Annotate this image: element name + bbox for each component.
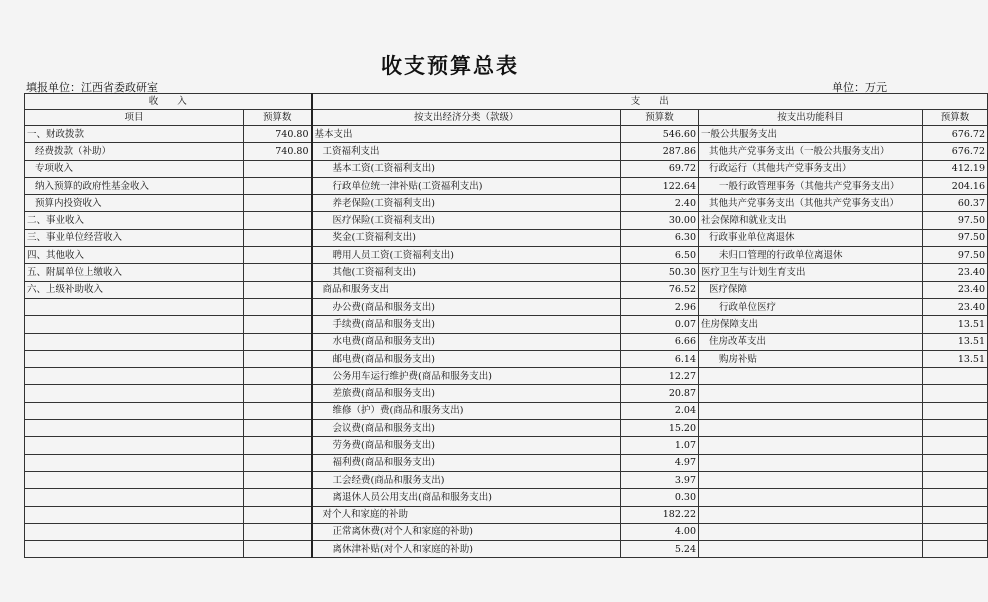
table-row [25, 212, 988, 229]
economic-class-cell: 公务用车运行维护费(商品和服务支出) [312, 368, 621, 385]
function-budget-cell: 412.19 [923, 160, 988, 177]
function-budget-cell [923, 506, 988, 523]
function-class-cell: 行政事业单位离退休 [699, 229, 923, 246]
economic-class-cell: 聘用人员工资(工资福利支出) [312, 247, 621, 264]
table-row [25, 333, 988, 350]
income-budget-cell [244, 298, 312, 315]
function-class-cell [699, 489, 923, 506]
function-budget-cell: 13.51 [923, 350, 988, 367]
income-item-cell [25, 541, 244, 558]
economic-class-cell: 基本支出 [312, 126, 621, 143]
function-class-cell: 行政单位医疗 [699, 298, 923, 315]
income-budget-cell [244, 471, 312, 488]
table-row [25, 247, 988, 264]
income-budget-cell [244, 160, 312, 177]
economic-class-cell: 商品和服务支出 [312, 281, 621, 298]
income-item-cell: 五、附属单位上缴收入 [25, 264, 244, 281]
function-budget-cell [923, 471, 988, 488]
function-class-cell: 社会保障和就业支出 [699, 212, 923, 229]
economic-class-cell: 离休津补贴(对个人和家庭的补助) [312, 541, 621, 558]
income-budget-cell [244, 195, 312, 212]
table-row [25, 489, 988, 506]
economic-budget-cell: 69.72 [621, 160, 699, 177]
function-budget-cell [923, 489, 988, 506]
income-item-cell [25, 298, 244, 315]
income-budget-cell [244, 316, 312, 333]
income-budget-cell [244, 229, 312, 246]
income-item-cell: 纳入预算的政府性基金收入 [25, 177, 244, 194]
economic-class-cell: 行政单位统一津补贴(工资福利支出) [312, 177, 621, 194]
income-item-cell [25, 368, 244, 385]
economic-class-cell: 水电费(商品和服务支出) [312, 333, 621, 350]
function-class-cell: 购房补贴 [699, 350, 923, 367]
economic-budget-cell: 182.22 [621, 506, 699, 523]
income-item-cell [25, 506, 244, 523]
function-class-cell [699, 402, 923, 419]
economic-class-cell: 对个人和家庭的补助 [312, 506, 621, 523]
income-item-cell: 三、事业单位经营收入 [25, 229, 244, 246]
function-budget-cell [923, 402, 988, 419]
economic-class-cell: 正常离休费(对个人和家庭的补助) [312, 523, 621, 540]
income-item-cell: 一、财政拨款 [25, 126, 244, 143]
function-class-cell [699, 385, 923, 402]
economic-class-cell: 工会经费(商品和服务支出) [312, 471, 621, 488]
economic-class-cell: 医疗保险(工资福利支出) [312, 212, 621, 229]
income-section-header: 收 入 [25, 94, 312, 110]
col-header-budget-economic: 预算数 [621, 110, 699, 126]
economic-budget-cell: 30.00 [621, 212, 699, 229]
economic-budget-cell: 4.00 [621, 523, 699, 540]
function-budget-cell [923, 368, 988, 385]
function-class-cell: 行政运行（其他共产党事务支出） [699, 160, 923, 177]
function-class-cell [699, 506, 923, 523]
economic-budget-cell: 6.66 [621, 333, 699, 350]
function-budget-cell: 13.51 [923, 333, 988, 350]
function-budget-cell: 97.50 [923, 212, 988, 229]
economic-class-cell: 差旅费(商品和服务支出) [312, 385, 621, 402]
page-title: 收支预算总表 [381, 53, 519, 78]
economic-budget-cell: 2.40 [621, 195, 699, 212]
table-row [25, 523, 988, 540]
table-row [25, 437, 988, 454]
income-budget-cell [244, 177, 312, 194]
function-budget-cell [923, 420, 988, 437]
column-header-row [25, 110, 988, 126]
economic-class-cell: 养老保险(工资福利支出) [312, 195, 621, 212]
economic-class-cell: 奖金(工资福利支出) [312, 229, 621, 246]
table-row [25, 420, 988, 437]
income-item-cell [25, 471, 244, 488]
income-budget-cell [244, 212, 312, 229]
table-row [25, 368, 988, 385]
income-budget-cell [244, 541, 312, 558]
function-class-cell: 一般公共服务支出 [699, 126, 923, 143]
economic-budget-cell: 12.27 [621, 368, 699, 385]
economic-budget-cell: 2.96 [621, 298, 699, 315]
economic-class-cell: 工资福利支出 [312, 143, 621, 160]
income-budget-cell [244, 454, 312, 471]
function-class-cell [699, 523, 923, 540]
income-budget-cell: 740.80 [244, 126, 312, 143]
table-row [25, 506, 988, 523]
income-item-cell [25, 420, 244, 437]
table-row [25, 229, 988, 246]
economic-budget-cell: 4.97 [621, 454, 699, 471]
economic-class-cell: 维修（护）费(商品和服务支出) [312, 402, 621, 419]
economic-budget-cell: 15.20 [621, 420, 699, 437]
table-row [25, 160, 988, 177]
table-row [25, 402, 988, 419]
function-class-cell [699, 454, 923, 471]
table-row [25, 143, 988, 160]
economic-budget-cell: 3.97 [621, 471, 699, 488]
economic-budget-cell: 6.50 [621, 247, 699, 264]
function-class-cell [699, 541, 923, 558]
income-budget-cell [244, 333, 312, 350]
income-budget-cell [244, 402, 312, 419]
col-header-economic-class: 按支出经济分类（款级） [312, 110, 621, 126]
table-row [25, 454, 988, 471]
table-row [25, 281, 988, 298]
table-row [25, 385, 988, 402]
table-row [25, 264, 988, 281]
income-budget-cell [244, 350, 312, 367]
economic-budget-cell: 76.52 [621, 281, 699, 298]
table-row [25, 195, 988, 212]
income-item-cell: 经费拨款（补助） [25, 143, 244, 160]
income-item-cell: 四、其他收入 [25, 247, 244, 264]
economic-class-cell: 办公费(商品和服务支出) [312, 298, 621, 315]
economic-budget-cell: 546.60 [621, 126, 699, 143]
function-budget-cell [923, 541, 988, 558]
function-class-cell [699, 368, 923, 385]
income-item-cell [25, 437, 244, 454]
income-budget-cell: 740.80 [244, 143, 312, 160]
economic-budget-cell: 0.30 [621, 489, 699, 506]
function-budget-cell: 13.51 [923, 316, 988, 333]
income-item-cell [25, 350, 244, 367]
budget-table [24, 93, 988, 558]
income-budget-cell [244, 368, 312, 385]
col-header-budget-function: 预算数 [923, 110, 988, 126]
function-budget-cell: 97.50 [923, 247, 988, 264]
income-budget-cell [244, 264, 312, 281]
economic-class-cell: 会议费(商品和服务支出) [312, 420, 621, 437]
function-budget-cell: 676.72 [923, 126, 988, 143]
table-row [25, 316, 988, 333]
economic-budget-cell: 6.30 [621, 229, 699, 246]
income-item-cell [25, 316, 244, 333]
economic-budget-cell: 50.30 [621, 264, 699, 281]
function-budget-cell [923, 385, 988, 402]
economic-budget-cell: 6.14 [621, 350, 699, 367]
function-budget-cell: 23.40 [923, 281, 988, 298]
function-budget-cell: 60.37 [923, 195, 988, 212]
reporting-unit: 填报单位：江西省委政研室 [26, 81, 158, 94]
function-class-cell: 住房改革支出 [699, 333, 923, 350]
function-class-cell: 其他共产党事务支出（其他共产党事务支出） [699, 195, 923, 212]
col-header-function-class: 按支出功能科目 [699, 110, 923, 126]
table-row [25, 350, 988, 367]
economic-class-cell: 手续费(商品和服务支出) [312, 316, 621, 333]
economic-budget-cell: 287.86 [621, 143, 699, 160]
income-item-cell [25, 454, 244, 471]
income-budget-cell [244, 385, 312, 402]
table-row [25, 126, 988, 143]
income-budget-cell [244, 437, 312, 454]
function-budget-cell: 97.50 [923, 229, 988, 246]
table-row [25, 541, 988, 558]
economic-budget-cell: 5.24 [621, 541, 699, 558]
economic-budget-cell: 20.87 [621, 385, 699, 402]
function-class-cell: 未归口管理的行政单位离退休 [699, 247, 923, 264]
income-item-cell: 预算内投资收入 [25, 195, 244, 212]
table-row [25, 471, 988, 488]
economic-budget-cell: 0.07 [621, 316, 699, 333]
income-item-cell [25, 385, 244, 402]
economic-budget-cell: 122.64 [621, 177, 699, 194]
function-class-cell: 住房保障支出 [699, 316, 923, 333]
expense-section-header: 支 出 [312, 94, 988, 110]
income-budget-cell [244, 506, 312, 523]
function-class-cell: 医疗保障 [699, 281, 923, 298]
income-budget-cell [244, 247, 312, 264]
function-budget-cell: 23.40 [923, 298, 988, 315]
function-budget-cell [923, 523, 988, 540]
income-item-cell [25, 402, 244, 419]
function-budget-cell: 23.40 [923, 264, 988, 281]
economic-class-cell: 劳务费(商品和服务支出) [312, 437, 621, 454]
function-class-cell: 其他共产党事务支出（一般公共服务支出） [699, 143, 923, 160]
economic-class-cell: 福利费(商品和服务支出) [312, 454, 621, 471]
function-budget-cell: 676.72 [923, 143, 988, 160]
col-header-item: 项目 [25, 110, 244, 126]
economic-class-cell: 离退休人员公用支出(商品和服务支出) [312, 489, 621, 506]
income-item-cell [25, 333, 244, 350]
income-item-cell [25, 523, 244, 540]
section-header-row [25, 94, 988, 110]
income-item-cell: 专项收入 [25, 160, 244, 177]
function-class-cell: 一般行政管理事务（其他共产党事务支出） [699, 177, 923, 194]
income-budget-cell [244, 523, 312, 540]
col-header-budget-income: 预算数 [244, 110, 312, 126]
income-budget-cell [244, 281, 312, 298]
economic-class-cell: 邮电费(商品和服务支出) [312, 350, 621, 367]
table-row [25, 177, 988, 194]
income-budget-cell [244, 489, 312, 506]
currency-unit: 单位：万元 [832, 81, 887, 94]
function-budget-cell [923, 454, 988, 471]
economic-budget-cell: 2.04 [621, 402, 699, 419]
income-item-cell [25, 489, 244, 506]
function-budget-cell: 204.16 [923, 177, 988, 194]
income-budget-cell [244, 420, 312, 437]
function-class-cell [699, 471, 923, 488]
function-class-cell: 医疗卫生与计划生育支出 [699, 264, 923, 281]
function-budget-cell [923, 437, 988, 454]
function-class-cell [699, 420, 923, 437]
income-item-cell: 六、上级补助收入 [25, 281, 244, 298]
economic-budget-cell: 1.07 [621, 437, 699, 454]
table-row [25, 298, 988, 315]
function-class-cell [699, 437, 923, 454]
income-item-cell: 二、事业收入 [25, 212, 244, 229]
economic-class-cell: 其他(工资福利支出) [312, 264, 621, 281]
economic-class-cell: 基本工资(工资福利支出) [312, 160, 621, 177]
